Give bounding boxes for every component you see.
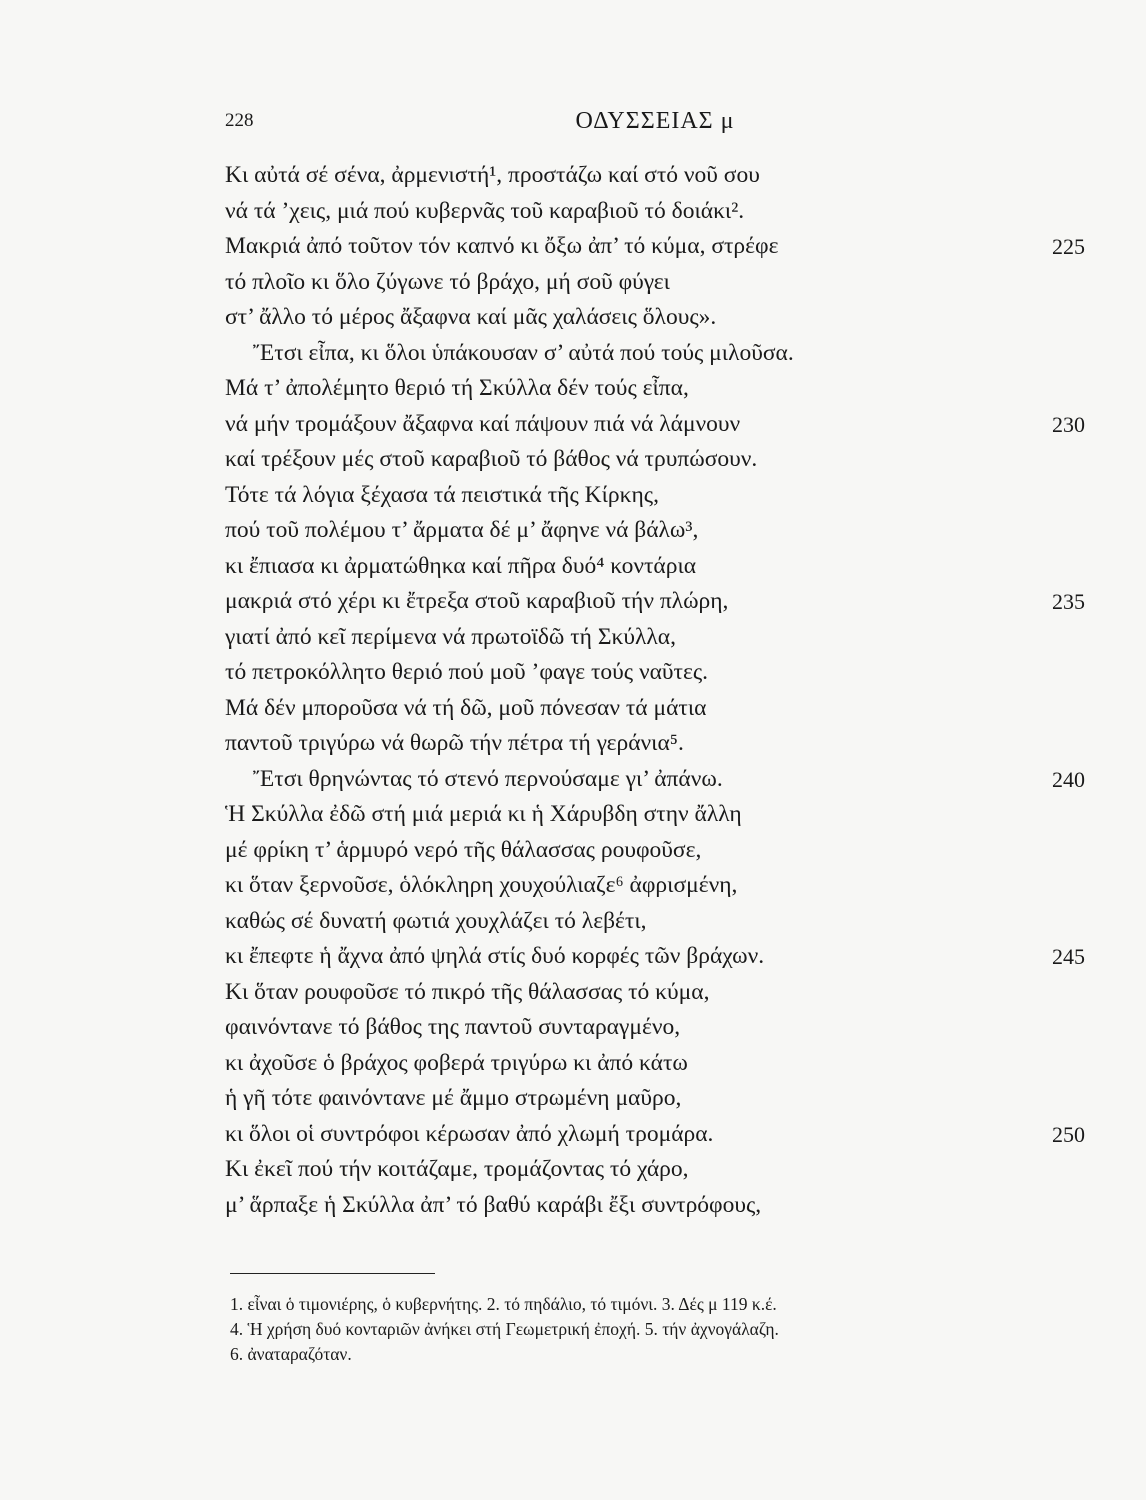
verse-text: Κι ὅταν ρουφοῦσε τό πικρό τῆς θάλασσας τό κύμα, (225, 978, 710, 1005)
verse-text: μακριά στό χέρι κι ἔτρεξα στοῦ καραβιοῦ τήν πλώρη, (225, 588, 729, 614)
verse-block (225, 158, 1085, 1223)
footnote-line: 4. Ἡ χρήση δυό κονταριῶν ἀνήκει στή Γεωμετρική ἐποχή. 5. τήν ἀχνογάλαζη. (230, 1319, 779, 1339)
verse-line (225, 833, 1085, 869)
verse-line (225, 158, 1085, 194)
verse-line (225, 904, 1085, 940)
verse-text: καί τρέξουν μές στοῦ καραβιοῦ τό βάθος νά τρυπώσουν. (225, 446, 758, 472)
verse-text: τό πετροκόλλητο θεριό πού μοῦ ’φαγε τούς ναῦτες. (225, 659, 709, 685)
verse-line (225, 655, 1085, 691)
verse-number: 225 (1052, 234, 1085, 259)
verse-line (225, 265, 1085, 301)
verse-line (225, 1117, 1085, 1153)
verse-line (225, 336, 1085, 372)
verse-text: Ἡ Σκύλλα ἐδῶ στή μιά μεριά κι ἡ Χάρυβδη στην ἄλλη (225, 801, 742, 827)
verse-line (225, 513, 1085, 549)
verse-text: στ’ ἄλλο τό μέρος ἄξαφνα καί μᾶς χαλάσεις ὅλους». (225, 304, 717, 330)
verse-text: κι ὅλοι οἱ συντρόφοι κέρωσαν ἀπό χλωμή τρομάρα. (225, 1120, 714, 1147)
verse-line (225, 1152, 1085, 1188)
verse-text: νά τά ’χεις, μιά πού κυβερνᾶς τοῦ καραβιοῦ τό δοιάκι². (225, 197, 745, 224)
verse-number: 235 (1052, 589, 1085, 614)
verse-number: 240 (1052, 766, 1085, 792)
verse-line (225, 194, 1085, 230)
verse-text: Τότε τά λόγια ξέχασα τά πειστικά τῆς Κίρκης, (225, 481, 659, 508)
verse-line (225, 1010, 1085, 1046)
verse-number: 230 (1052, 411, 1085, 437)
verse-text: Μακριά ἀπό τοῦτον τόν καπνό κι ὄξω ἀπ’ τό κύμα, στρέφε (225, 233, 779, 259)
verse-text: κι ἔπιασα κι ἀρματώθηκα καί πῆρα δυό⁴ κοντάρια (225, 552, 697, 579)
verse-text: Μά δέν μποροῦσα νά τή δῶ, μοῦ πόνεσαν τά μάτια (225, 694, 707, 721)
verse-line (225, 478, 1085, 514)
verse-line (225, 1081, 1085, 1117)
verse-line (225, 442, 1085, 478)
verse-text: τό πλοῖο κι ὅλο ζύγωνε τό βράχο, μή σοῦ φύγει (225, 268, 670, 295)
verse-text: κι ἔπεφτε ἡ ἄχνα ἀπό ψηλά στίς δυό κορφές τῶν βράχων. (225, 943, 765, 969)
verse-line (225, 229, 1085, 265)
verse-number: 250 (1052, 1121, 1085, 1147)
verse-number: 245 (1052, 944, 1085, 969)
verse-text: κι ὅταν ξερνοῦσε, ὁλόκληρη χουχούλιαζε⁶ ἀφρισμένη, (225, 872, 738, 898)
verse-text: Κι αὐτά σέ σένα, ἀρμενιστή¹, προστάζω καί στό νοῦ σου (225, 162, 760, 188)
verse-text: καθώς σέ δυνατή φωτιά χουχλάζει τό λεβέτι, (225, 907, 647, 934)
verse-text: μ’ ἅρπαξε ἡ Σκύλλα ἀπ’ τό βαθύ καράβι ἔξι συντρόφους, (225, 1191, 762, 1218)
verse-line (225, 797, 1085, 833)
verse-line (225, 300, 1085, 336)
verse-text: παντοῦ τριγύρω νά θωρῶ τήν πέτρα τή γεράνια⁵. (225, 730, 684, 756)
verse-line (225, 726, 1085, 762)
verse-line (225, 407, 1085, 443)
page-number: 228 (225, 110, 254, 131)
verse-text: Κι ἐκεῖ πού τήν κοιτάζαμε, τρομάζοντας τό χάρο, (225, 1156, 689, 1182)
verse-text: κι ἀχοῦσε ὁ βράχος φοβερά τριγύρω κι ἀπό κάτω (225, 1049, 688, 1076)
verse-line (225, 371, 1085, 407)
verse-text: φαινόντανε τό βάθος της παντοῦ συνταραγμένο, (225, 1014, 681, 1040)
verse-line (225, 584, 1085, 620)
verse-text: γιατί ἀπό κεῖ περίμενα νά πρωτοϊδῶ τή Σκύλλα, (225, 623, 676, 650)
verse-line (225, 1046, 1085, 1082)
verse-text: Ἔτσι εἶπα, κι ὅλοι ὑπάκουσαν σ’ αὐτά πού τούς μιλοῦσα. (253, 339, 794, 366)
verse-line (225, 868, 1085, 904)
verse-text: Ἔτσι θρηνώντας τό στενό περνούσαμε γι’ ἀπάνω. (253, 765, 723, 792)
footnote-line: 6. ἀναταραζόταν. (230, 1344, 352, 1364)
verse-text: ἡ γῆ τότε φαινόντανε μέ ἄμμο στρωμένη μαῦρο, (225, 1085, 682, 1111)
footnote-divider (230, 1273, 435, 1274)
footnote-line: 1. εἶναι ὁ τιμονιέρης, ὁ κυβερνήτης. 2. τό πηδάλιο, τό τιμόνι. 3. Δές μ 119 κ.έ. (230, 1294, 777, 1314)
verse-text: νά μήν τρομάξουν ἄξαφνα καί πάψουν πιά νά λάμνουν (225, 410, 741, 437)
verse-line (225, 691, 1085, 727)
verse-text: πού τοῦ πολέμου τ’ ἄρματα δέ μ’ ἄφηνε νά βάλω³, (225, 517, 699, 543)
verse-line (225, 549, 1085, 585)
verse-line (225, 762, 1085, 798)
verse-text: Μά τ’ ἀπολέμητο θεριό τή Σκύλλα δέν τούς εἶπα, (225, 375, 689, 401)
footnotes (230, 1292, 1090, 1367)
verse-line (225, 939, 1085, 975)
verse-text: μέ φρίκη τ’ ἁρμυρό νερό τῆς θάλασσας ρουφοῦσε, (225, 836, 702, 863)
running-title: ΟΔΥΣΣΕΙΑΣ μ (575, 108, 735, 134)
verse-line (225, 620, 1085, 656)
verse-line (225, 1188, 1085, 1224)
verse-line (225, 975, 1085, 1011)
page-header (225, 108, 1085, 140)
